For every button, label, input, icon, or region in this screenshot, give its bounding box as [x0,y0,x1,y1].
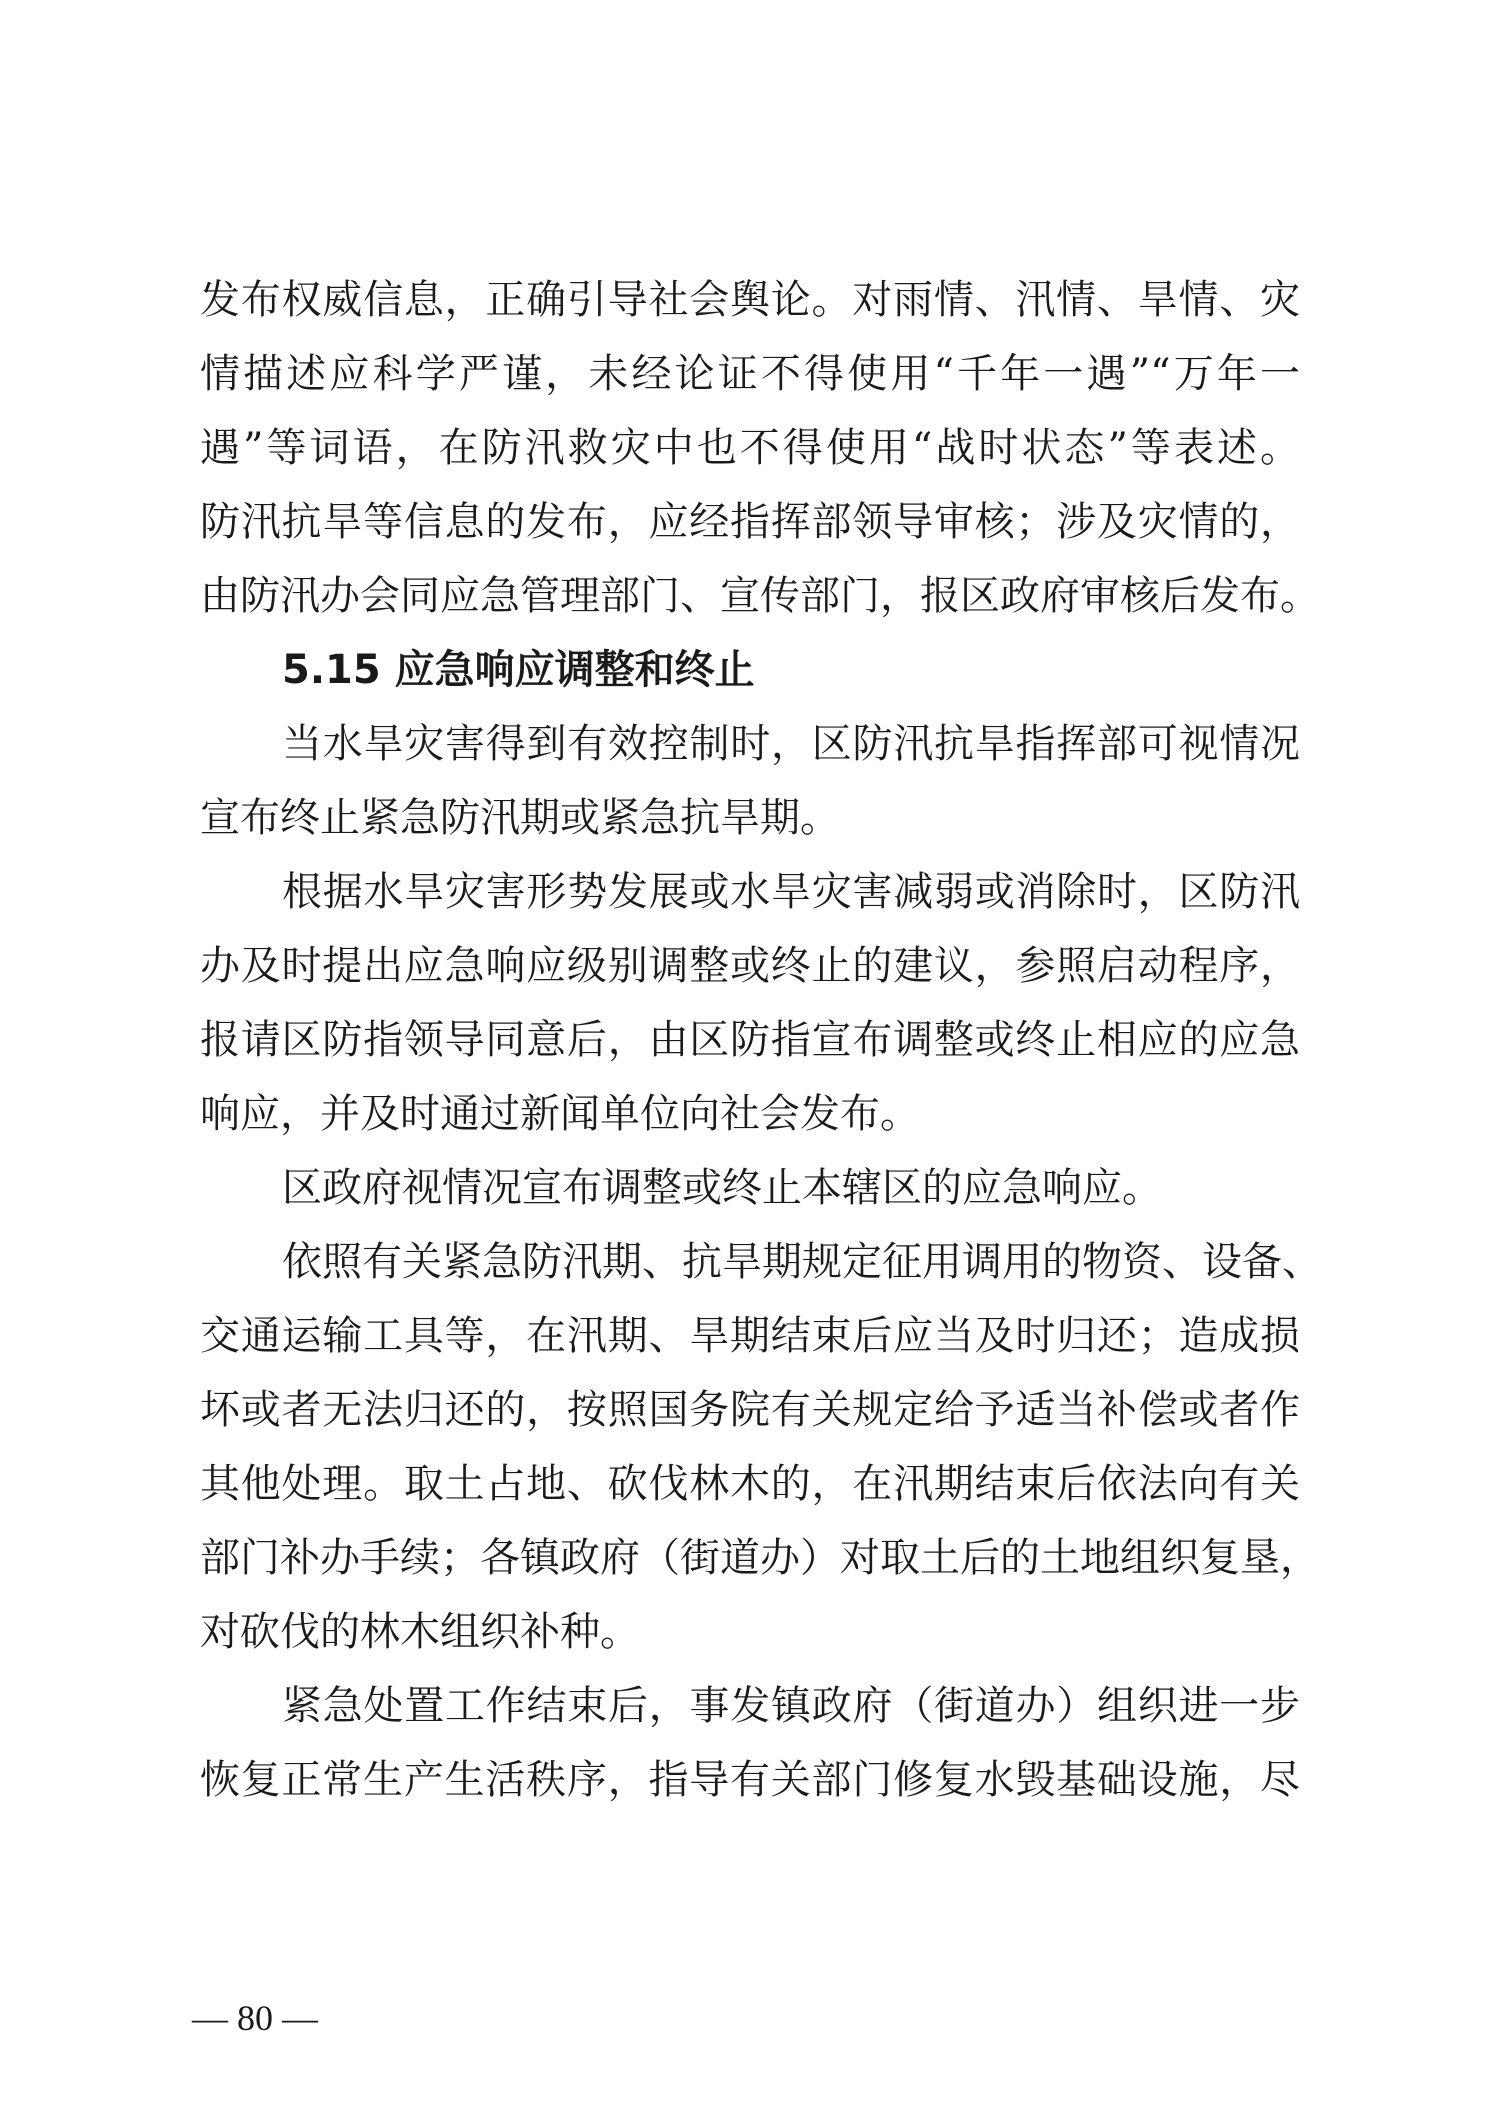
paragraph-line: 紧急处置工作结束后，事发镇政府（街道办）组织进一步 [282,1683,1300,1729]
paragraph-line: 宣布终止紧急防汛期或紧急抗旱期。 [200,795,840,841]
paragraph-line: 由防汛办会同应急管理部门、宣传部门，报区政府审核后发布。 [200,573,1320,619]
paragraph-line: 报请区防指领导同意后，由区防指宣布调整或终止相应的应急 [200,1017,1300,1063]
paragraph-line: 对砍伐的林木组织补种。 [200,1609,640,1655]
section-heading: 5.15 应急响应调整和终止 [282,647,755,693]
paragraph-line: 当水旱灾害得到有效控制时，区防汛抗旱指挥部可视情况 [282,721,1300,767]
paragraph-line: 防汛抗旱等信息的发布，应经指挥部领导审核；涉及灾情的， [200,499,1300,545]
paragraph-line: 依照有关紧急防汛期、抗旱期规定征用调用的物资、设备、 [282,1239,1322,1285]
paragraph-line: 发布权威信息，正确引导社会舆论。对雨情、汛情、旱情、灾 [200,277,1300,323]
paragraph-line: 恢复正常生产生活秩序，指导有关部门修复水毁基础设施，尽 [200,1757,1300,1803]
paragraph-line: 根据水旱灾害形势发展或水旱灾害减弱或消除时，区防汛 [282,869,1300,915]
paragraph-line: 区政府视情况宣布调整或终止本辖区的应急响应。 [282,1165,1162,1211]
paragraph-line: 部门补办手续；各镇政府（街道办）对取土后的土地组织复垦， [200,1535,1320,1581]
paragraph-line: 响应，并及时通过新闻单位向社会发布。 [200,1091,920,1137]
paragraph-line: 坏或者无法归还的，按照国务院有关规定给予适当补偿或者作 [200,1387,1300,1433]
paragraph-line: 情描述应科学严谨，未经论证不得使用“千年一遇”“万年一 [200,351,1300,397]
paragraph-line: 交通运输工具等，在汛期、旱期结束后应当及时归还；造成损 [200,1313,1300,1359]
paragraph-line: 其他处理。取土占地、砍伐林木的，在汛期结束后依法向有关 [200,1461,1300,1507]
paragraph-line: 办及时提出应急响应级别调整或终止的建议，参照启动程序， [200,943,1300,989]
paragraph-line: 遇”等词语，在防汛救灾中也不得使用“战时状态”等表述。 [200,425,1300,471]
page-number: — 80 — [192,1998,318,2038]
